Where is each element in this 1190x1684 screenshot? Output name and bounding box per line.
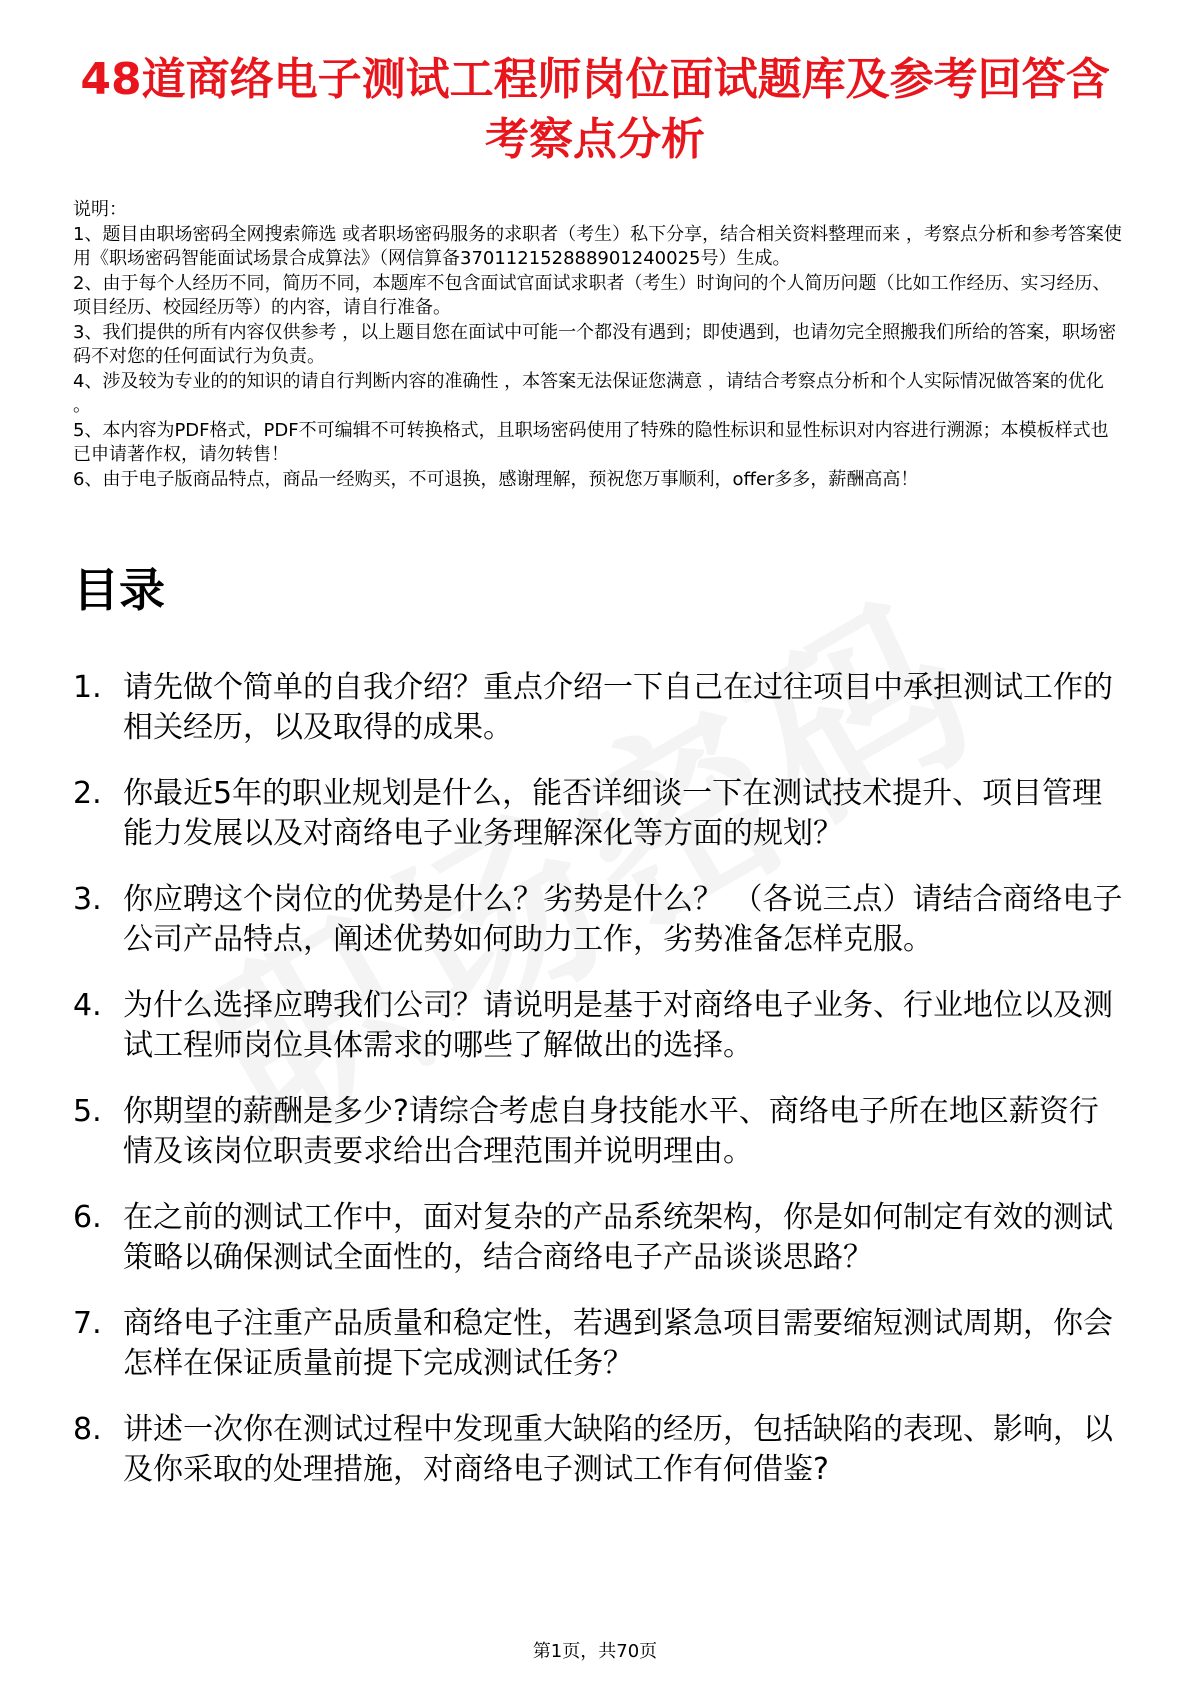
question-text: 你期望的薪酬是多少?请综合考虑自身技能水平、商络电子所在地区薪资行情及该岗位职责要求给出合理范围并说明理由。 [123,1094,1099,1169]
question-number: 3. [73,882,102,917]
question-text: 请先做个简单的自我介绍？重点介绍一下自己在过往项目中承担测试工作的相关经历，以及取得的成果。 [123,670,1113,745]
note-item-6: 6、由于电子版商品特点，商品一经购买，不可退换，感谢理解，预祝您万事顺利，offer多多，薪酬高高！ [73,468,919,490]
question-list [73,668,1123,1516]
note-item-5: 5、本内容为PDF格式，PDF不可编辑不可转换格式，且职场密码使用了特殊的隐性标识和显性标识对内容进行溯源；本模板样式也已申请著作权，请勿转售！ [73,419,1109,465]
question-number: 5. [73,1094,102,1129]
question-text: 讲述一次你在测试过程中发现重大缺陷的经历，包括缺陷的表现、影响，以及你采取的处理措施，对商络电子测试工作有何借鉴? [123,1412,1113,1487]
question-number: 7. [73,1306,102,1341]
question-item-7 [73,1304,1123,1384]
note-item-3: 3、我们提供的所有内容仅供参考 ，以上题目您在面试中可能一个都没有遇到；即使遇到，也请勿完全照搬我们所给的答案，职场密码不对您的任何面试行为负责。 [73,321,1117,367]
question-text: 你最近5年的职业规划是什么，能否详细谈一下在测试技术提升、项目管理能力发展以及对商络电子业务理解深化等方面的规划？ [123,776,1103,851]
question-number: 1. [73,670,102,705]
question-item-8 [73,1410,1123,1490]
question-item-1 [73,668,1123,748]
question-item-2 [73,774,1123,854]
notes-section [73,198,1123,492]
notes-heading: 说明： [73,199,127,220]
note-item-1: 1、题目由职场密码全网搜索筛选 或者职场密码服务的求职者（考生）私下分享，结合相关资料整理而来 ，考察点分析和参考答案使用《职场密码智能面试场景合成算法》（网信算备370112152888901240025号）生成。 [73,223,1122,269]
question-text: 你应聘这个岗位的优势是什么？劣势是什么？ （各说三点）请结合商络电子公司产品特点，阐述优势如何助力工作，劣势准备怎样克服。 [123,882,1123,957]
question-text: 为什么选择应聘我们公司？请说明是基于对商络电子业务、行业地位以及测试工程师岗位具体需求的哪些了解做出的选择。 [123,988,1113,1063]
question-number: 8. [73,1412,102,1447]
question-item-3 [73,880,1123,960]
question-number: 2. [73,776,102,811]
question-number: 6. [73,1200,102,1235]
question-number: 4. [73,988,102,1023]
note-item-2: 2、由于每个人经历不同，简历不同，本题库不包含面试官面试求职者（考生）时询问的个人简历问题（比如工作经历、实习经历、项目经历、校园经历等）的内容，请自行准备。 [73,272,1111,318]
question-item-6 [73,1198,1123,1278]
page-footer: 第1页，共70页 [532,1641,658,1662]
question-item-4 [73,986,1123,1066]
note-item-4: 4、涉及较为专业的的知识的请自行判断内容的准确性 ，本答案无法保证您满意 ，请结合考察点分析和个人实际情况做答案的优化 。 [73,370,1104,416]
question-text: 商络电子注重产品质量和稳定性，若遇到紧急项目需要缩短测试周期，你会怎样在保证质量前提下完成测试任务？ [123,1306,1113,1381]
page-title: 48道商络电子测试工程师岗位面试题库及参考回答含考察点分析 [80,54,1110,165]
question-text: 在之前的测试工作中，面对复杂的产品系统架构，你是如何制定有效的测试策略以确保测试全面性的，结合商络电子产品谈谈思路？ [123,1200,1113,1275]
toc-heading: 目录 [73,563,165,617]
question-item-5 [73,1092,1123,1172]
